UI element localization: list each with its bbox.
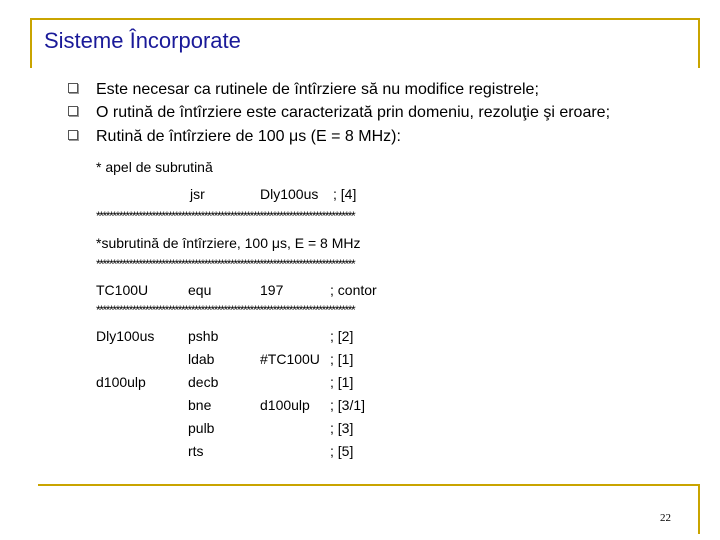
footer-frame-bottom: [38, 484, 700, 486]
bullet-text: Rutină de întîrziere de 100 μs (E = 8 MHz):: [96, 128, 401, 145]
bullet-text: O rutină de întîrziere este caracterizată prin domeniu, rezoluţie şi eroare;: [96, 104, 611, 121]
code-row-instr: rts: [188, 443, 204, 459]
code-row-label: d100ulp: [96, 374, 146, 390]
bullet-item: [68, 103, 610, 123]
code-row-label: Dly100us: [96, 328, 155, 344]
code-row-instr: bne: [188, 397, 212, 413]
code-separator: *******************************************************************************: [96, 258, 355, 270]
title-frame-top: [30, 18, 700, 20]
code-separator: *******************************************************************************: [96, 210, 355, 222]
page-number: 22: [660, 512, 671, 524]
code-row-note: ; [3/1]: [330, 397, 366, 413]
code-call-instr: jsr: [190, 186, 205, 202]
code-call-operand: Dly100us: [260, 186, 319, 202]
code-row-note: ; [2]: [330, 328, 354, 344]
code-row-operand: #TC100U: [260, 351, 320, 367]
code-row-instr: pulb: [188, 420, 215, 436]
code-row-instr: ldab: [188, 351, 215, 367]
bullet-text: Este necesar ca rutinele de întîrziere să nu modifice registrele;: [96, 81, 539, 98]
code-row-instr: pshb: [188, 328, 219, 344]
code-call-note: ; [4]: [333, 186, 357, 202]
bullet-item: [68, 80, 539, 100]
bullet-item: [68, 127, 401, 147]
code-sub-comment: *subrutină de întîrziere, 100 μs, E = 8 MHz: [96, 235, 361, 251]
checkbox-bullet-icon: [68, 83, 78, 93]
code-equ-instr: equ: [188, 282, 212, 298]
code-equ-value: 197: [260, 282, 284, 298]
title-frame-right: [698, 18, 700, 68]
checkbox-bullet-icon: [68, 106, 78, 116]
code-row-note: ; [1]: [330, 351, 354, 367]
code-row-instr: decb: [188, 374, 219, 390]
code-equ-note: ; contor: [330, 282, 377, 298]
code-row-note: ; [3]: [330, 420, 354, 436]
checkbox-bullet-icon: [68, 130, 78, 140]
slide-title: Sisteme Încorporate: [44, 28, 241, 53]
code-separator: *******************************************************************************: [96, 304, 355, 316]
code-row-note: ; [5]: [330, 443, 354, 459]
code-equ-label: TC100U: [96, 282, 149, 298]
title-frame-left: [30, 18, 32, 68]
code-row-note: ; [1]: [330, 374, 354, 390]
code-row-operand: d100ulp: [260, 397, 310, 413]
code-call-comment: * apel de subrutină: [96, 159, 213, 175]
footer-frame-right: [698, 484, 700, 534]
